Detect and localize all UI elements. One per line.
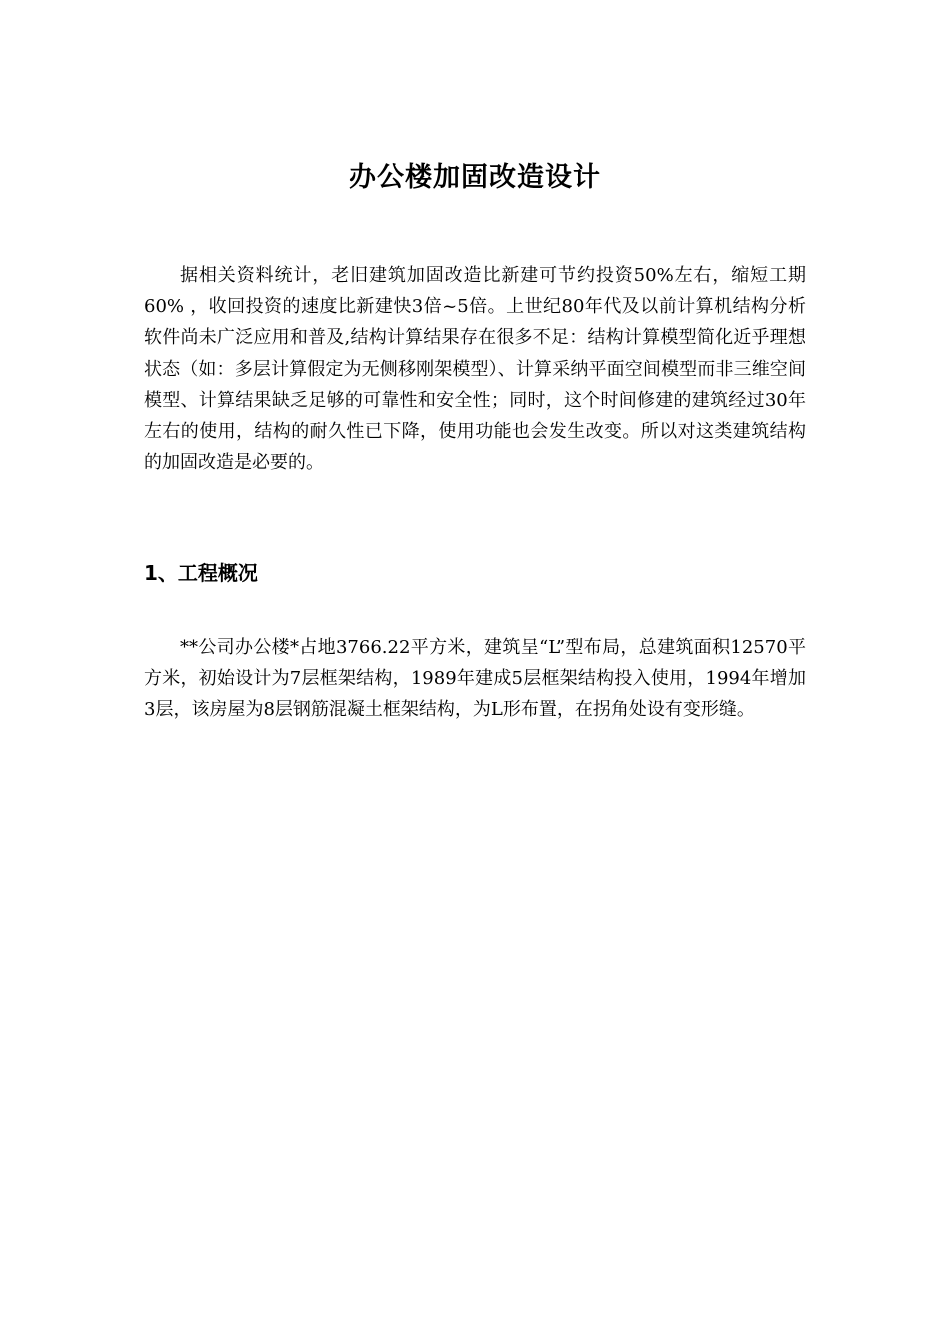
document-title: 办公楼加固改造设计 <box>349 162 601 193</box>
intro-paragraph: 据相关资料统计，老旧建筑加固改造比新建可节约投资50%左右，缩短工期60% ，收回投资的速度比新建快3倍~5倍。上世纪80年代及以前计算机结构分析软件尚未广泛应用和普及,结构计算结果存在很多不足：结构计算模型简化近乎理想状态（如：多层计算假定为无侧移刚架模型）、计算采纳平面空间模型而非三维空间模型、计算结果缺乏足够的可靠性和安全性；同时，这个时间修建的建筑经过30年左右的使用，结构的耐久性已下降，使用功能也会发生改变。所以对这类建筑结构的加固改造是必要的。 <box>144 265 806 474</box>
section-heading-project-overview: 1、工程概况 <box>144 561 258 585</box>
project-overview-paragraph: **公司办公楼*占地3766.22平方米，建筑呈“L”型布局，总建筑面积12570平方米，初始设计为7层框架结构，1989年建成5层框架结构投入使用，1994年增加3层，该房屋为8层钢筋混凝土框架结构，为L形布置，在拐角处设有变形缝。 <box>144 637 806 721</box>
